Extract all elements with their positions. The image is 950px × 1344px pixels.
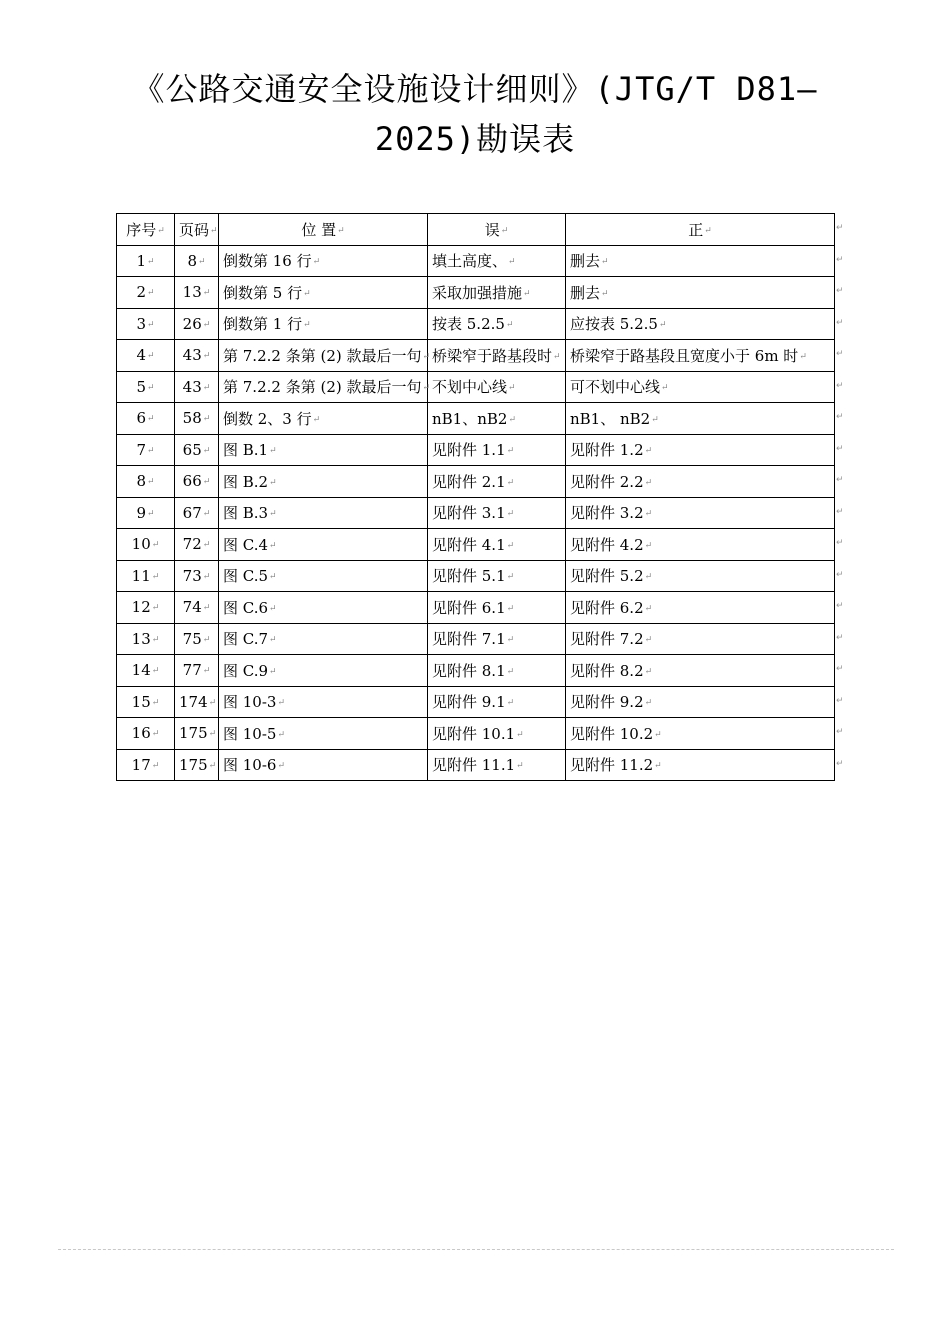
cell-end-mark: ↵	[147, 288, 155, 299]
cell-correct: 见附件 11.2↵	[566, 749, 835, 781]
cell-end-mark: ↵	[506, 509, 515, 520]
cell-end-mark: ↵	[799, 351, 807, 362]
row-end-mark: ↵	[836, 538, 844, 548]
cell-correct: 见附件 10.2↵	[566, 718, 835, 750]
cell-no: 15↵	[117, 686, 175, 718]
cell-no: 9↵	[117, 497, 175, 529]
cell-end-mark: ↵	[202, 571, 211, 582]
cell-end-mark: ↵	[654, 761, 662, 772]
cell-correct: 删去↵	[566, 277, 835, 309]
cell-end-mark: ↵	[147, 256, 155, 267]
row-end-mark: ↵	[836, 317, 844, 328]
cell-end-mark: ↵	[202, 666, 211, 677]
row-end-mark: ↵	[836, 506, 844, 517]
table-row	[117, 245, 835, 277]
cell-end-mark: ↵	[506, 666, 515, 677]
cell-end-mark: ↵	[147, 414, 155, 425]
cell-end-mark: ↵	[516, 761, 524, 772]
cell-end-mark: ↵	[269, 540, 277, 551]
row-end-mark: ↵	[836, 727, 844, 737]
cell-end-mark: ↵	[506, 603, 515, 614]
cell-end-mark: ↵	[516, 729, 524, 740]
errata-table-body	[117, 245, 835, 781]
cell-correct: 见附件 6.2↵	[566, 592, 835, 624]
cell-wrong: 填土高度、↵	[428, 245, 566, 277]
row-end-mark: ↵	[836, 664, 844, 674]
header-cell-no: 序号↵	[117, 214, 175, 246]
cell-correct: 应按表 5.2.5↵	[566, 308, 835, 340]
cell-location: 图 10-3↵	[219, 686, 428, 718]
cell-end-mark: ↵	[644, 509, 653, 520]
cell-wrong: 见附件 6.1↵	[428, 592, 566, 624]
cell-end-mark: ↵	[208, 697, 217, 708]
cell-end-mark: ↵	[277, 698, 286, 709]
cell-wrong: 见附件 7.1↵	[428, 623, 566, 655]
cell-end-mark: ↵	[202, 445, 211, 456]
cell-end-mark: ↵	[704, 225, 712, 236]
cell-end-mark: ↵	[151, 666, 160, 677]
cell-end-mark: ↵	[151, 634, 160, 645]
cell-end-mark: ↵	[277, 761, 286, 772]
cell-no: 8↵	[117, 466, 175, 498]
table-row	[117, 308, 835, 340]
cell-no: 7↵	[117, 434, 175, 466]
row-end-mark: ↵	[836, 601, 844, 611]
cell-wrong: 按表 5.2.5↵	[428, 308, 566, 340]
cell-end-mark: ↵	[506, 572, 515, 583]
cell-correct: 桥梁窄于路基段且宽度小于 6m 时↵	[566, 340, 835, 372]
cell-end-mark: ↵	[644, 666, 653, 677]
cell-end-mark: ↵	[644, 446, 653, 457]
cell-end-mark: ↵	[506, 635, 515, 646]
cell-page: 8↵	[175, 245, 219, 277]
table-row	[117, 340, 835, 372]
cell-wrong: 见附件 4.1↵	[428, 529, 566, 561]
table-row	[117, 686, 835, 718]
cell-page: 65↵	[175, 434, 219, 466]
header-cell-location: 位 置↵	[219, 214, 428, 246]
cell-correct: 见附件 8.2↵	[566, 655, 835, 687]
table-row	[117, 497, 835, 529]
cell-end-mark: ↵	[208, 729, 217, 740]
cell-no: 16↵	[117, 718, 175, 750]
cell-end-mark: ↵	[147, 445, 155, 456]
cell-page: 73↵	[175, 560, 219, 592]
cell-end-mark: ↵	[147, 319, 155, 330]
cell-wrong: 见附件 11.1↵	[428, 749, 566, 781]
cell-end-mark: ↵	[422, 351, 431, 362]
cell-location: 图 C.6↵	[219, 592, 428, 624]
cell-end-mark: ↵	[553, 351, 561, 362]
cell-end-mark: ↵	[303, 288, 311, 299]
cell-page: 72↵	[175, 529, 219, 561]
table-row	[117, 655, 835, 687]
row-end-mark: ↵	[836, 475, 844, 485]
row-end-mark: ↵	[836, 380, 844, 391]
table-row	[117, 277, 835, 309]
table-row	[117, 623, 835, 655]
row-end-mark: ↵	[836, 443, 844, 454]
cell-wrong: 见附件 3.1↵	[428, 497, 566, 529]
cell-end-mark: ↵	[506, 446, 515, 457]
cell-end-mark: ↵	[151, 729, 160, 740]
cell-end-mark: ↵	[202, 288, 211, 299]
cell-correct: 见附件 9.2↵	[566, 686, 835, 718]
cell-page: 175↵	[175, 718, 219, 750]
cell-no: 6↵	[117, 403, 175, 435]
cell-correct: 见附件 3.2↵	[566, 497, 835, 529]
cell-end-mark: ↵	[277, 729, 286, 740]
cell-correct: 删去↵	[566, 245, 835, 277]
row-end-mark: ↵	[836, 695, 844, 706]
table-row	[117, 371, 835, 403]
cell-location: 图 C.4↵	[219, 529, 428, 561]
cell-no: 10↵	[117, 529, 175, 561]
cell-end-mark: ↵	[644, 603, 653, 614]
cell-location: 图 C.7↵	[219, 623, 428, 655]
title-line-1: 《公路交通安全设施设计细则》(JTG/T D81—	[132, 70, 818, 108]
cell-end-mark: ↵	[644, 572, 653, 583]
cell-correct: 见附件 7.2↵	[566, 623, 835, 655]
cell-location: 图 10-5↵	[219, 718, 428, 750]
cell-end-mark: ↵	[658, 320, 667, 331]
cell-end-mark: ↵	[198, 256, 206, 267]
cell-wrong: 见附件 10.1↵	[428, 718, 566, 750]
cell-wrong: 见附件 8.1↵	[428, 655, 566, 687]
cell-end-mark: ↵	[506, 540, 515, 551]
cell-end-mark: ↵	[506, 698, 515, 709]
cell-location: 倒数 2、3 行↵	[219, 403, 428, 435]
table-row	[117, 560, 835, 592]
table-row	[117, 749, 835, 781]
cell-no: 11↵	[117, 560, 175, 592]
cell-end-mark: ↵	[157, 225, 165, 236]
cell-page: 58↵	[175, 403, 219, 435]
cell-location: 图 B.1↵	[219, 434, 428, 466]
page-footer-divider	[58, 1249, 894, 1250]
cell-end-mark: ↵	[210, 225, 218, 236]
cell-wrong: 见附件 2.1↵	[428, 466, 566, 498]
cell-end-mark: ↵	[312, 257, 321, 268]
cell-location: 第 7.2.2 条第 (2) 款最后一句↵	[219, 340, 428, 372]
cell-location: 第 7.2.2 条第 (2) 款最后一句↵	[219, 371, 428, 403]
cell-end-mark: ↵	[269, 477, 277, 488]
cell-location: 倒数第 5 行↵	[219, 277, 428, 309]
cell-end-mark: ↵	[508, 383, 516, 394]
cell-end-mark: ↵	[644, 477, 653, 488]
cell-wrong: 见附件 5.1↵	[428, 560, 566, 592]
cell-end-mark: ↵	[147, 477, 155, 488]
cell-location: 图 C.9↵	[219, 655, 428, 687]
cell-correct: 见附件 4.2↵	[566, 529, 835, 561]
cell-end-mark: ↵	[269, 509, 277, 520]
cell-end-mark: ↵	[508, 257, 516, 268]
row-end-mark: ↵	[836, 569, 844, 580]
cell-no: 17↵	[117, 749, 175, 781]
cell-page: 174↵	[175, 686, 219, 718]
cell-end-mark: ↵	[303, 320, 311, 331]
cell-end-mark: ↵	[202, 382, 211, 393]
cell-end-mark: ↵	[151, 603, 160, 614]
header-cell-correct: 正↵	[566, 214, 835, 246]
cell-end-mark: ↵	[601, 257, 609, 268]
cell-location: 图 B.2↵	[219, 466, 428, 498]
cell-page: 43↵	[175, 371, 219, 403]
cell-correct: nB1、 nB2↵	[566, 403, 835, 435]
row-end-mark: ↵	[836, 349, 844, 359]
table-header-row	[117, 214, 835, 246]
cell-end-mark: ↵	[202, 508, 211, 519]
cell-wrong: 桥梁窄于路基段时↵	[428, 340, 566, 372]
cell-no: 2↵	[117, 277, 175, 309]
table-row	[117, 403, 835, 435]
cell-end-mark: ↵	[208, 760, 217, 771]
row-end-mark: ↵	[836, 412, 844, 422]
page-title	[40, 64, 910, 164]
cell-page: 43↵	[175, 340, 219, 372]
cell-end-mark: ↵	[269, 446, 277, 457]
cell-page: 77↵	[175, 655, 219, 687]
cell-page: 66↵	[175, 466, 219, 498]
cell-end-mark: ↵	[312, 414, 321, 425]
cell-page: 13↵	[175, 277, 219, 309]
cell-end-mark: ↵	[644, 540, 653, 551]
cell-end-mark: ↵	[151, 697, 160, 708]
cell-end-mark: ↵	[202, 540, 211, 551]
row-end-mark: ↵	[836, 632, 844, 643]
cell-end-mark: ↵	[202, 634, 211, 645]
cell-end-mark: ↵	[202, 603, 211, 614]
table-row	[117, 718, 835, 750]
cell-no: 3↵	[117, 308, 175, 340]
cell-page: 75↵	[175, 623, 219, 655]
cell-location: 图 10-6↵	[219, 749, 428, 781]
cell-end-mark: ↵	[505, 320, 514, 331]
cell-correct: 见附件 1.2↵	[566, 434, 835, 466]
cell-end-mark: ↵	[500, 225, 509, 236]
cell-correct: 可不划中心线↵	[566, 371, 835, 403]
header-cell-page: 页码↵	[175, 214, 219, 246]
cell-end-mark: ↵	[508, 414, 517, 425]
cell-end-mark: ↵	[202, 319, 211, 330]
cell-end-mark: ↵	[202, 414, 211, 425]
cell-page: 26↵	[175, 308, 219, 340]
cell-end-mark: ↵	[651, 414, 659, 425]
cell-no: 4↵	[117, 340, 175, 372]
errata-table	[116, 213, 835, 781]
cell-wrong: 不划中心线↵	[428, 371, 566, 403]
cell-end-mark: ↵	[269, 603, 277, 614]
table-row	[117, 466, 835, 498]
cell-page: 74↵	[175, 592, 219, 624]
row-end-mark: ↵	[836, 758, 844, 769]
cell-end-mark: ↵	[644, 635, 653, 646]
cell-end-mark: ↵	[601, 288, 609, 299]
cell-no: 1↵	[117, 245, 175, 277]
cell-end-mark: ↵	[523, 288, 531, 299]
cell-end-mark: ↵	[661, 383, 669, 394]
cell-end-mark: ↵	[151, 571, 160, 582]
errata-table-container	[116, 213, 835, 781]
cell-end-mark: ↵	[151, 760, 160, 771]
cell-correct: 见附件 2.2↵	[566, 466, 835, 498]
cell-end-mark: ↵	[654, 729, 662, 740]
cell-wrong: 见附件 1.1↵	[428, 434, 566, 466]
cell-correct: 见附件 5.2↵	[566, 560, 835, 592]
cell-no: 5↵	[117, 371, 175, 403]
cell-wrong: 见附件 9.1↵	[428, 686, 566, 718]
cell-location: 图 C.5↵	[219, 560, 428, 592]
cell-end-mark: ↵	[151, 540, 160, 551]
cell-no: 12↵	[117, 592, 175, 624]
cell-end-mark: ↵	[147, 508, 155, 519]
cell-page: 175↵	[175, 749, 219, 781]
cell-no: 14↵	[117, 655, 175, 687]
row-end-mark: ↵	[836, 286, 844, 296]
cell-wrong: 采取加强措施↵	[428, 277, 566, 309]
cell-end-mark: ↵	[337, 225, 345, 236]
table-row	[117, 434, 835, 466]
cell-end-mark: ↵	[422, 383, 431, 394]
title-line-2: 2025)勘误表	[374, 120, 576, 158]
row-end-mark: ↵	[836, 223, 844, 233]
cell-end-mark: ↵	[269, 666, 277, 677]
table-row	[117, 592, 835, 624]
cell-location: 倒数第 16 行↵	[219, 245, 428, 277]
cell-end-mark: ↵	[644, 698, 653, 709]
cell-end-mark: ↵	[269, 635, 277, 646]
cell-end-mark: ↵	[202, 351, 211, 362]
cell-end-mark: ↵	[269, 572, 277, 583]
cell-end-mark: ↵	[147, 351, 155, 362]
cell-location: 倒数第 1 行↵	[219, 308, 428, 340]
row-end-mark: ↵	[836, 254, 844, 265]
table-row	[117, 529, 835, 561]
cell-end-mark: ↵	[202, 477, 211, 488]
cell-location: 图 B.3↵	[219, 497, 428, 529]
cell-end-mark: ↵	[506, 477, 515, 488]
cell-no: 13↵	[117, 623, 175, 655]
header-cell-wrong: 误↵	[428, 214, 566, 246]
cell-wrong: nB1、nB2↵	[428, 403, 566, 435]
cell-end-mark: ↵	[147, 382, 155, 393]
cell-page: 67↵	[175, 497, 219, 529]
row-end-marks	[836, 213, 846, 780]
